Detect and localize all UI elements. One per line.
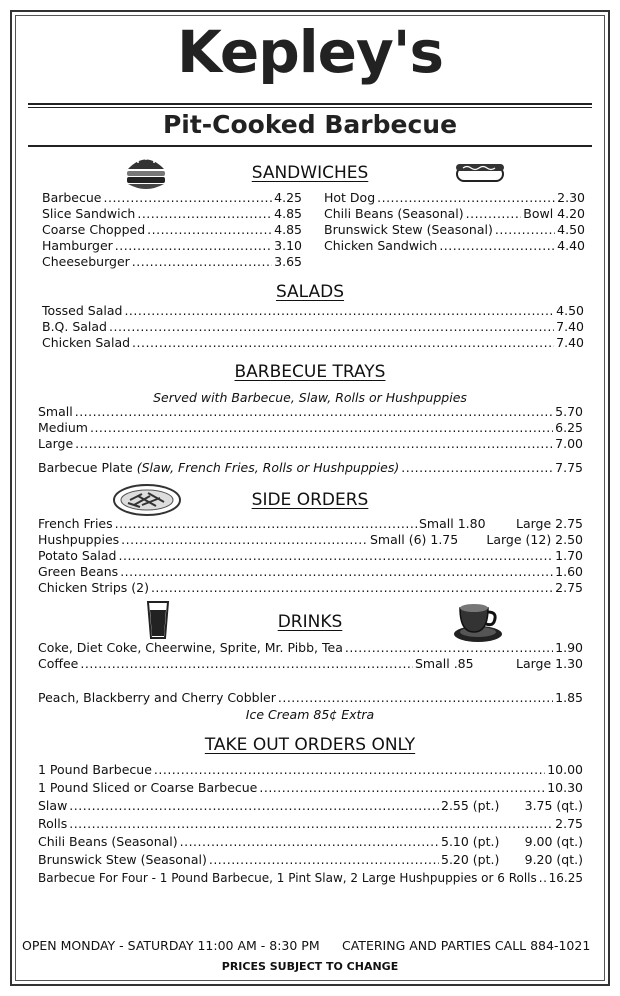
list-item: Tossed Salad ..... 4.50 — [42, 303, 584, 319]
list-item: Large ..... 7.00 — [38, 436, 583, 452]
list-item: Coarse Chopped ..... 4.85 — [42, 222, 302, 238]
list-item: Chili Beans (Seasonal) ..... 5.10 (pt.) 9.00 (qt.) — [38, 834, 583, 850]
list-item: Medium ..... 6.25 — [38, 420, 583, 436]
sides-heading: SIDE ORDERS — [251, 490, 369, 510]
list-item: French Fries ..... Small 1.80 Large 2.75 — [38, 516, 583, 532]
takeout-heading: TAKE OUT ORDERS ONLY — [204, 735, 416, 755]
list-item: Potato Salad ..... 1.70 — [38, 548, 583, 564]
list-item: Brunswick Stew (Seasonal) ..... 4.50 — [324, 222, 585, 238]
list-item: Barbecue ..... 4.25 — [42, 190, 302, 206]
list-item: Hushpuppies ..... Small (6) 1.75 Large (12) 2.50 — [38, 532, 583, 548]
list-item: Hot Dog ..... 2.30 — [324, 190, 585, 206]
title-rule-top — [28, 103, 592, 105]
restaurant-title: Kepley's — [176, 18, 444, 86]
list-item: 1 Pound Barbecue ..... 10.00 — [38, 762, 583, 778]
list-item: Chili Beans (Seasonal) ..... Bowl 4.20 — [324, 206, 585, 222]
list-item: Coke, Diet Coke, Cheerwine, Sprite, Mr. Pibb, Tea ..... 1.90 — [38, 640, 583, 656]
list-item: Chicken Sandwich ..... 4.40 — [324, 238, 585, 254]
list-item: Coffee ..... Small .85 Large 1.30 — [38, 656, 583, 672]
sandwiches-heading: SANDWICHES — [251, 163, 369, 183]
catering-text: CATERING AND PARTIES CALL 884-1021 — [342, 938, 591, 953]
ice-cream-note: Ice Cream 85¢ Extra — [245, 707, 375, 722]
drinks-heading: DRINKS — [277, 612, 343, 632]
hours-text: OPEN MONDAY - SATURDAY 11:00 AM - 8:30 PM — [22, 938, 320, 953]
list-item: Rolls ..... 2.75 — [38, 816, 583, 832]
trays-note: Served with Barbecue, Slaw, Rolls or Hushpuppies — [153, 390, 467, 405]
list-item: B.Q. Salad ..... 7.40 — [42, 319, 584, 335]
list-item: Green Beans ..... 1.60 — [38, 564, 583, 580]
trays-heading: BARBECUE TRAYS — [234, 362, 386, 382]
list-item: Small ..... 5.70 — [38, 404, 583, 420]
subtitle-rule — [28, 145, 592, 147]
title-rule-top-thin — [28, 107, 592, 108]
list-item: Chicken Salad ..... 7.40 — [42, 335, 584, 351]
list-item: Peach, Blackberry and Cherry Cobbler ..... 1.85 — [38, 690, 583, 706]
restaurant-subtitle: Pit-Cooked Barbecue — [162, 110, 458, 139]
list-item: Chicken Strips (2) ..... 2.75 — [38, 580, 583, 596]
list-item: Barbecue For Four - 1 Pound Barbecue, 1 Pint Slaw, 2 Large Hushpuppies or 6 Rolls ..... 16.25 — [38, 870, 583, 886]
list-item: Cheeseburger ..... 3.65 — [42, 254, 302, 270]
list-item: Hamburger ..... 3.10 — [42, 238, 302, 254]
salads-heading: SALADS — [275, 282, 345, 302]
list-item: Slice Sandwich ..... 4.85 — [42, 206, 302, 222]
prices-note: PRICES SUBJECT TO CHANGE — [221, 960, 399, 973]
list-item: Slaw ..... 2.55 (pt.) 3.75 (qt.) — [38, 798, 583, 814]
list-item: 1 Pound Sliced or Coarse Barbecue ..... 10.30 — [38, 780, 583, 796]
list-item: Brunswick Stew (Seasonal) ..... 5.20 (pt.) 9.20 (qt.) — [38, 852, 583, 868]
list-item: Barbecue Plate (Slaw, French Fries, Rolls or Hushpuppies) ..... 7.75 — [38, 460, 583, 476]
